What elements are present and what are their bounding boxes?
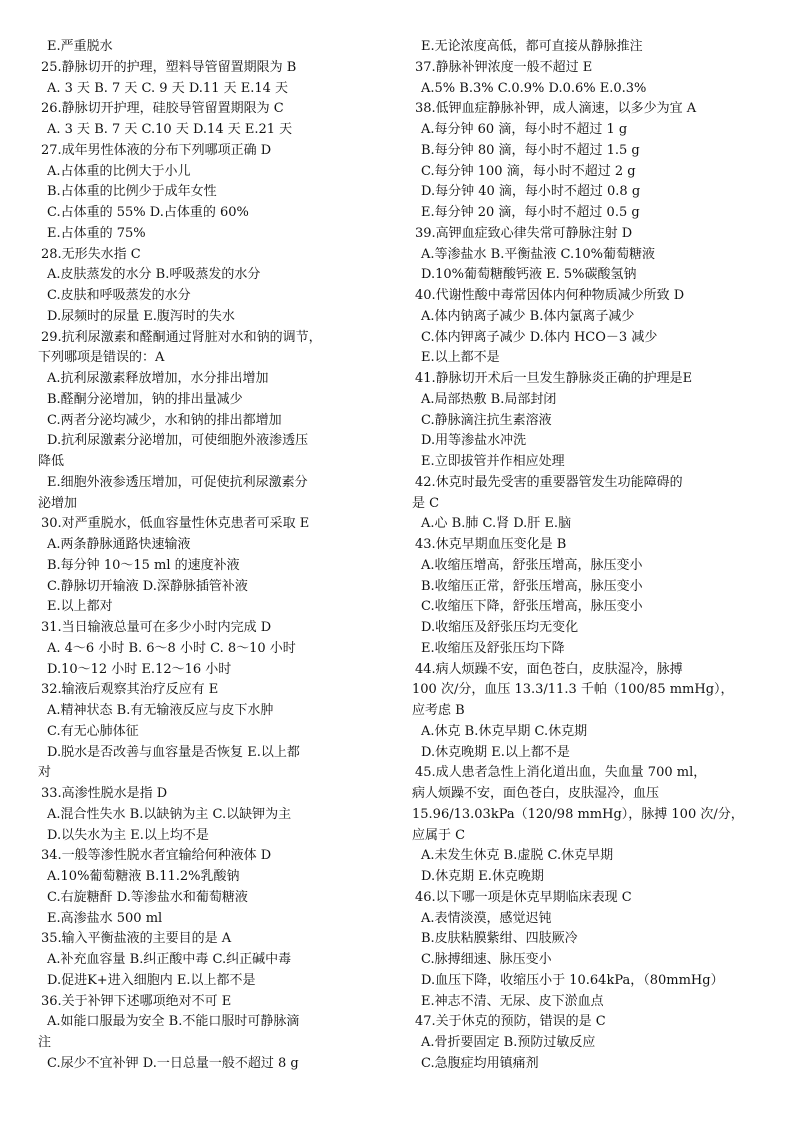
question-line: 30.对严重脱水，低血容量性休克患者可采取 E — [41, 516, 310, 532]
continuation-line: 降低 — [38, 454, 65, 469]
option-line: A.混合性失水 B.以缺钠为主 C.以缺钾为主 — [47, 806, 292, 822]
question-line: 29.抗利尿激素和醛酮通过肾脏对水和钠的调节， — [41, 329, 322, 345]
option-line: E.高渗盐水 500 ml — [47, 910, 163, 926]
option-line: A.休克 B.休克早期 C.休克期 — [421, 723, 588, 739]
option-line: C.每分钟 100 滴，每小时不超过 2 g — [421, 163, 636, 179]
question-line: 33.高渗性脱水是指 D — [41, 786, 168, 801]
option-line: A.体内钠离子减少 B.体内氯离子减少 — [421, 308, 635, 324]
option-line: C.右旋糖酐 D.等渗盐水和葡萄糖液 — [47, 889, 248, 905]
question-line: 35.输入平衡盐液的主要目的是 A — [41, 931, 232, 947]
option-line: C.两者分泌均减少，水和钠的排出都增加 — [47, 412, 282, 428]
continuation-line: 是 C — [412, 495, 440, 511]
option-line: D.10%葡萄糖酸钙液 E. 5%碳酸氢钠 — [421, 267, 637, 283]
question-line: 40.代谢性酸中毒常因体内何种物质减少所致 D — [415, 288, 685, 303]
option-line: E.以上都对 — [47, 599, 113, 615]
option-line: B.醛酮分泌增加，钠的排出量减少 — [47, 391, 243, 407]
option-line: C.急腹症均用镇痛剂 — [421, 1055, 539, 1071]
option-line: D.尿频时的尿量 E.腹泻时的失水 — [47, 308, 235, 324]
option-line: A. 3 天 B. 7 天 C. 9 天 D.11 天 E.14 天 — [47, 80, 289, 96]
option-line: E.每分钟 20 滴，每小时不超过 0.5 g — [421, 205, 640, 220]
continuation-line: 下列哪项是错误的：A — [38, 350, 165, 366]
option-line: D.促进K+进入细胞内 E.以上都不是 — [47, 972, 256, 988]
option-line: E.细胞外液参透压增加，可促使抗利尿激素分 — [47, 474, 308, 490]
option-line: C.占体重的 55% D.占体重的 60% — [47, 205, 249, 220]
option-line: A.5% B.3% C.0.9% D.0.6% E.0.3% — [421, 80, 647, 96]
option-line: D.休克期 E.休克晚期 — [421, 869, 544, 884]
option-line: A.局部热敷 B.局部封闭 — [421, 391, 557, 407]
option-line: D.10～12 小时 E.12～16 小时 — [47, 661, 232, 677]
option-line: A. 3 天 B. 7 天 C.10 天 D.14 天 E.21 天 — [47, 122, 293, 137]
option-line: A. 4～6 小时 B. 6～8 小时 C. 8～10 小时 — [47, 640, 296, 656]
option-line: C.尿少不宜补钾 D.一日总量一般不超过 8 g — [47, 1055, 299, 1071]
question-line: 42.休克时最先受害的重要器管发生功能障碍的 — [415, 474, 683, 490]
option-line: E.收缩压及舒张压均下降 — [421, 640, 565, 656]
option-line: E.神志不清、无尿、皮下淤血点 — [421, 993, 604, 1009]
continuation-line: 应考虑 B — [412, 703, 465, 718]
option-line: A.收缩压增高，舒张压增高，脉压变小 — [421, 557, 643, 573]
continuation-line: 对 — [38, 765, 52, 781]
option-line: D.每分钟 40 滴，每小时不超过 0.8 g — [421, 184, 641, 200]
option-line: A.心 B.肺 C.肾 D.肝 E.脑 — [421, 516, 572, 532]
option-line: A.皮肤蒸发的水分 B.呼吸蒸发的水分 — [47, 267, 261, 283]
question-line: 43.休克早期血压变化是 B — [415, 537, 567, 552]
option-line: A.表情淡漠，感觉迟钝 — [421, 910, 552, 926]
option-line: A.抗利尿激素释放增加，水分排出增加 — [47, 371, 269, 386]
option-line: E.无论浓度高低，都可直接从静脉推注 — [421, 39, 643, 54]
question-line: 25.静脉切开的护理，塑料导管留置期限为 B — [41, 59, 297, 75]
question-line: 36.关于补钾下述哪项绝对不可 E — [41, 993, 232, 1009]
option-line: D.用等渗盐水冲洗 — [421, 433, 527, 449]
option-line: B.每分钟 80 滴，每小时不超过 1.5 g — [421, 142, 640, 158]
option-line: D.血压下降，收缩压小于 10.64kPa，（80mmHg） — [421, 972, 724, 988]
option-line: D.休克晚期 E.以上都不是 — [421, 744, 570, 760]
continuation-line: 泌增加 — [38, 495, 78, 511]
continuation-line: 注 — [38, 1035, 52, 1050]
option-line: B.皮肤粘膜紫绀、四肢厥冷 — [421, 931, 578, 947]
option-line: C.有无心肺体征 — [47, 723, 139, 739]
option-line: C.体内钾离子减少 D.体内 HCO－3 减少 — [421, 329, 658, 345]
continuation-line: 应属于 C — [412, 827, 466, 843]
option-line: E.立即拔管并作相应处理 — [421, 454, 565, 469]
question-line: 41.静脉切开术后一旦发生静脉炎正确的护理是E — [415, 371, 693, 386]
continuation-line: 15.96/13.03kPa（120/98 mmHg），脉搏 100 次/分， — [412, 806, 744, 822]
option-line: A.等渗盐水 B.平衡盐液 C.10%葡萄糖液 — [421, 246, 655, 262]
option-line: A.如能口服最为安全 B.不能口服时可静脉滴 — [47, 1014, 300, 1030]
option-line: E.严重脱水 — [47, 39, 113, 54]
option-line: D.收缩压及舒张压均无变化 — [421, 620, 579, 635]
question-line: 27.成年男性体液的分布下列哪项正确 D — [41, 142, 272, 158]
option-line: C.静脉滴注抗生素溶液 — [421, 412, 552, 428]
option-line: E.以上都不是 — [421, 350, 500, 366]
question-line: 47.关于休克的预防，错误的是 C — [415, 1014, 606, 1030]
continuation-line: 100 次/分，血压 13.3/11.3 千帕（100/85 mmHg）， — [412, 682, 734, 698]
question-line: 44.病人烦躁不安，面色苍白，皮肤湿冷，脉搏 — [415, 661, 683, 677]
option-line: A.每分钟 60 滴，每小时不超过 1 g — [421, 122, 628, 137]
option-line: B.每分钟 10～15 ml 的速度补液 — [47, 557, 240, 573]
option-line: B.占体重的比例少于成年女性 — [47, 184, 217, 200]
left-column — [38, 37, 336, 1075]
question-line: 26.静脉切开护理，硅胶导管留置期限为 C — [41, 101, 284, 117]
option-line: C.皮肤和呼吸蒸发的水分 — [47, 288, 191, 303]
option-line: C.收缩压下降，舒张压增高，脉压变小 — [421, 599, 643, 615]
option-line: A.占体重的比例大于小儿 — [47, 163, 191, 179]
option-line: D.脱水是否改善与血容量是否恢复 E.以上都 — [47, 744, 300, 760]
option-line: A.两条静脉通路快速输液 — [47, 537, 191, 552]
question-line: 38.低钾血症静脉补钾，成人滴速，以多少为宜 A — [415, 101, 697, 117]
question-line: 45.成人患者急性上消化道出血，失血量 700 ml， — [415, 765, 707, 781]
option-line: E.占体重的 75% — [47, 225, 146, 241]
option-line: A.补充血容量 B.纠正酸中毒 C.纠正碱中毒 — [47, 952, 292, 967]
option-line: D.抗利尿激素分泌增加，可使细胞外液渗透压 — [47, 433, 309, 449]
continuation-line: 病人烦躁不安，面色苍白，皮肤湿冷，血压 — [412, 786, 660, 801]
option-line: A.未发生休克 B.虚脱 C.休克早期 — [421, 848, 614, 864]
option-line: A.精神状态 B.有无输液反应与皮下水肿 — [47, 703, 274, 718]
question-line: 28.无形失水指 C — [41, 246, 141, 262]
question-line: 32.输液后观察其治疗反应有 E — [41, 682, 219, 698]
question-line: 39.高钾血症致心律失常可静脉注射 D — [415, 225, 633, 241]
option-line: C.脉搏细速、脉压变小 — [421, 952, 552, 967]
question-line: 31.当日输液总量可在多少小时内完成 D — [41, 620, 272, 635]
option-line: D.以失水为主 E.以上均不是 — [47, 827, 209, 843]
question-line: 37.静脉补钾浓度一般不超过 E — [415, 59, 593, 75]
option-line: B.收缩压正常，舒张压增高，脉压变小 — [421, 578, 643, 594]
option-line: A.10%葡萄糖液 B.11.2%乳酸钠 — [47, 869, 240, 884]
option-line: A.骨折要固定 B.预防过敏反应 — [421, 1035, 596, 1050]
option-line: C.静脉切开输液 D.深静脉插管补液 — [47, 578, 248, 594]
question-line: 34.一般等渗性脱水者宜输给何种液体 D — [41, 848, 272, 864]
right-column — [412, 37, 744, 1075]
question-line: 46.以下哪一项是休克早期临床表现 C — [415, 889, 632, 905]
